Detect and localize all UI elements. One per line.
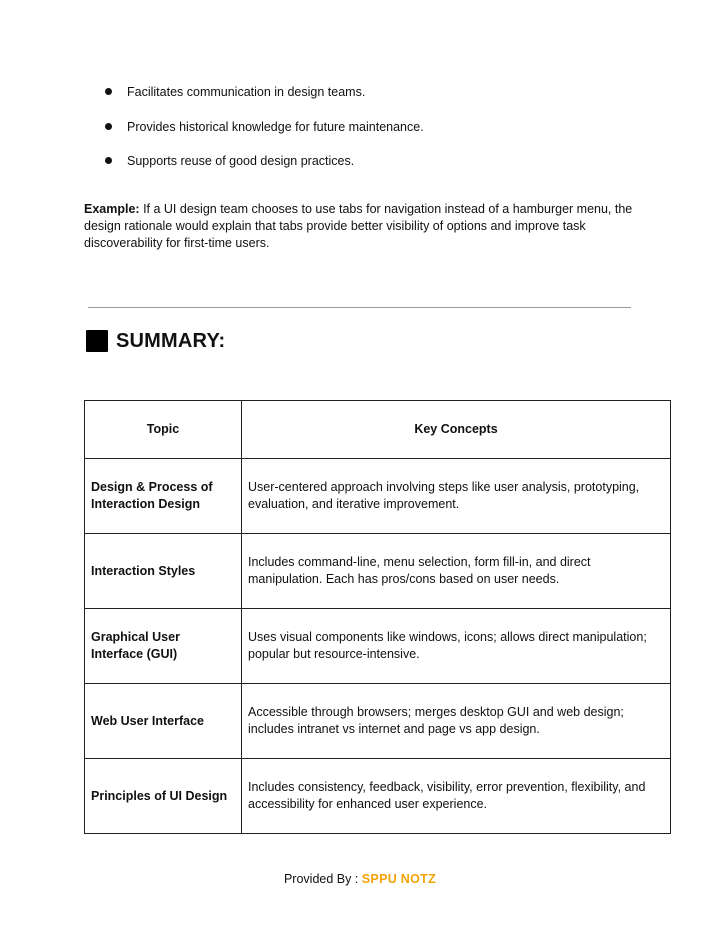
summary-table — [84, 400, 671, 834]
bullet-text: Provides historical knowledge for future maintenance. — [127, 119, 424, 134]
concepts-cell: User-centered approach involving steps like user analysis, prototyping, evaluation, and iterative improvement. — [242, 459, 671, 534]
footer-label: Provided By : — [283, 872, 362, 886]
horizontal-divider — [88, 307, 631, 308]
footer-brand: SPPU NOTZ — [361, 872, 437, 886]
bullet-item — [105, 84, 424, 100]
bullet-item — [105, 119, 424, 135]
bullet-dot-icon — [105, 88, 112, 95]
concepts-cell: Includes consistency, feedback, visibility, error prevention, flexibility, and accessibility for enhanced user experience. — [242, 759, 671, 834]
summary-title: SUMMARY: — [116, 329, 226, 352]
concepts-cell: Includes command-line, menu selection, form fill-in, and direct manipulation. Each has pros/cons based on user needs. — [242, 534, 671, 609]
example-text: If a UI design team chooses to use tabs for navigation instead of a hamburger menu, the design rationale would explain that tabs provide better visibility of options and improve task discoverability for first-time users. — [84, 202, 633, 250]
summary-heading — [86, 329, 225, 353]
topic-cell: Interaction Styles — [85, 534, 242, 609]
footer — [0, 872, 720, 886]
bullet-dot-icon — [105, 123, 112, 130]
concepts-cell: Accessible through browsers; merges desktop GUI and web design; includes intranet vs internet and page vs app design. — [242, 684, 671, 759]
table-row — [85, 534, 671, 609]
black-square-icon — [86, 330, 108, 352]
header-key-concepts: Key Concepts — [242, 401, 671, 459]
example-label: Example: — [84, 202, 140, 216]
topic-cell: Principles of UI Design — [85, 759, 242, 834]
concepts-cell: Uses visual components like windows, icons; allows direct manipulation; popular but resource-intensive. — [242, 609, 671, 684]
example-paragraph — [84, 201, 644, 252]
bullet-dot-icon — [105, 157, 112, 164]
bullet-text: Facilitates communication in design teams. — [127, 85, 366, 99]
topic-cell: Design & Process of Interaction Design — [85, 459, 242, 534]
bullet-item — [105, 153, 424, 169]
header-topic: Topic — [85, 401, 242, 459]
topic-cell: Web User Interface — [85, 684, 242, 759]
bullet-text: Supports reuse of good design practices. — [127, 154, 355, 168]
table-row — [85, 759, 671, 834]
topic-cell: Graphical User Interface (GUI) — [85, 609, 242, 684]
table-row — [85, 684, 671, 759]
bullet-list — [105, 84, 424, 188]
table-row — [85, 609, 671, 684]
table-row — [85, 459, 671, 534]
table-header-row — [85, 401, 671, 459]
